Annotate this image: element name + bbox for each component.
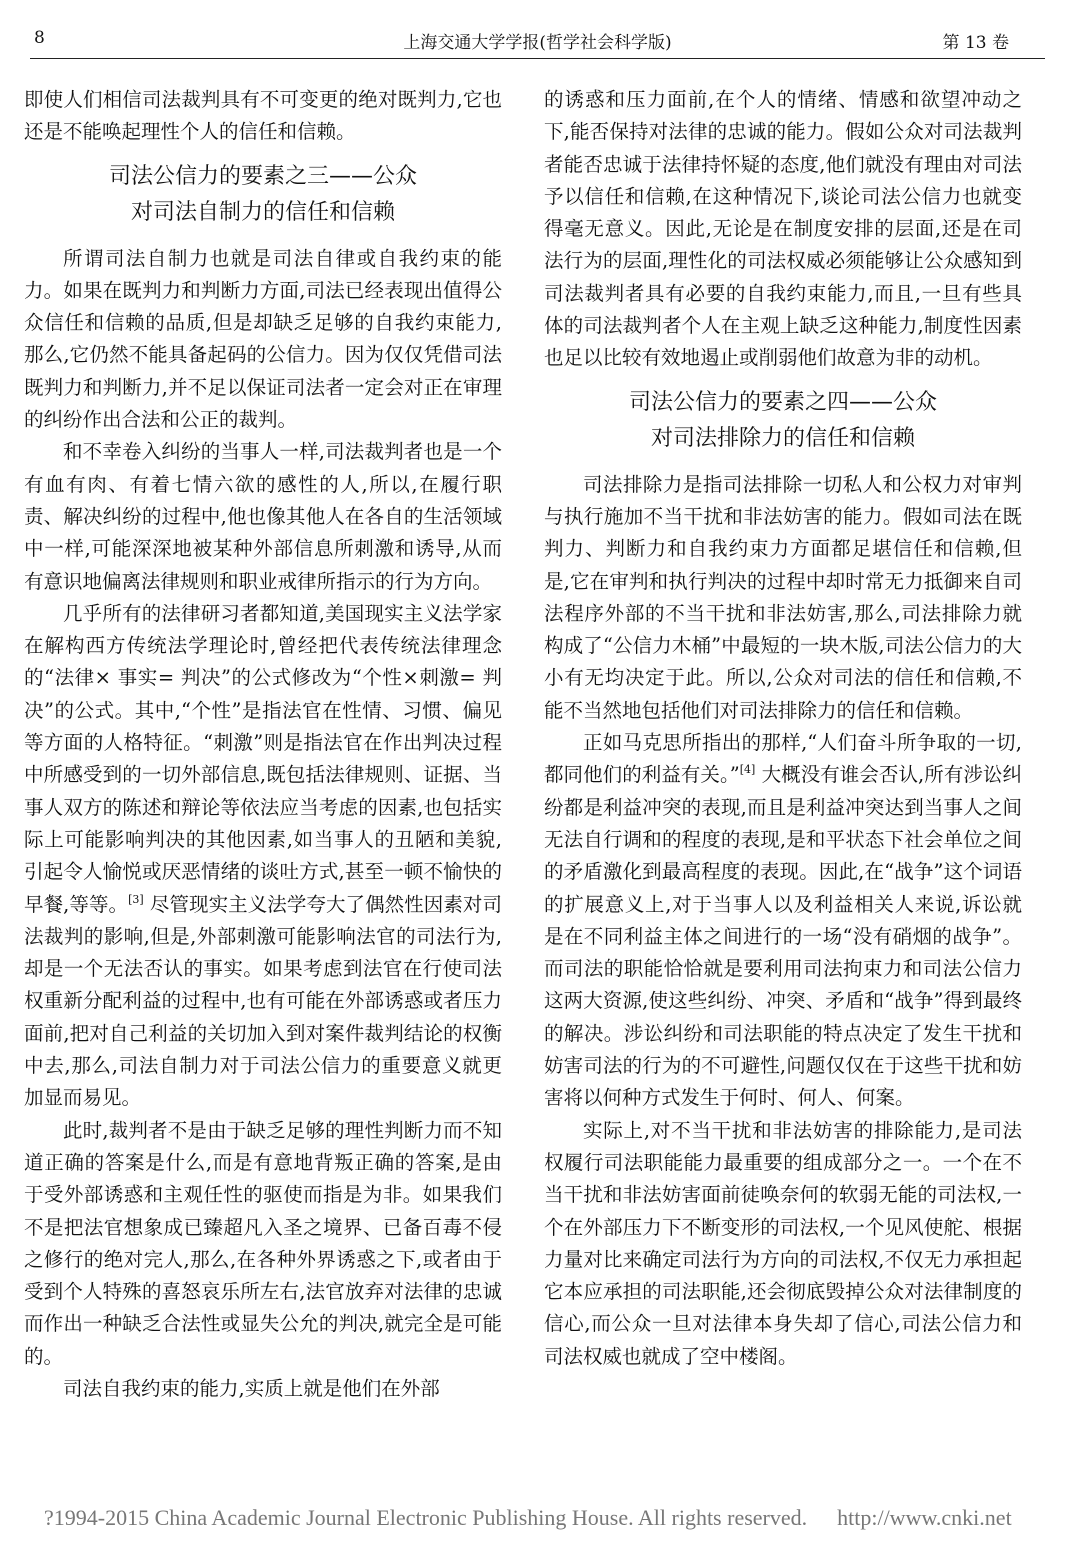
paragraph-text: 几乎所有的法律研习者都知道,美国现实主义法学家在解构西方传统法学理论时,曾经把代表传统法律理念的“法律× 事实= 判决”的公式修改为“个性×刺激= 判决”的公式。其中,“个性”是指法官在性情、习惯、偏见等方面的人格特征。“刺激”则是指法官在作出判决过程中所感受到的一切外部信息,既包括法律规则、证据、当事人双方的陈述和辩论等依法应当考虑的因素,也包括实际上可能影响判决的其他因素,如当事人的丑陋和美貌,引起令人愉悦或厌恶情绪的谈吐方式,甚至一顿不愉快的早餐,等等。 [24, 601, 502, 916]
copyright-notice: ?1994-2015 China Academic Journal Electronic Publishing House. All rights reserved. [44, 1505, 808, 1530]
paragraph-continued: 即使人们相信司法裁判具有不可变更的绝对既判力,它也还是不能唤起理性个人的信任和信赖。 [24, 88, 502, 144]
right-column [544, 84, 1022, 1373]
page-number: 8 [34, 28, 45, 48]
section-heading-4 [544, 385, 1022, 457]
paragraph-continued: 的诱惑和压力面前,在个人的情绪、情感和欲望冲动之下,能否保持对法律的忠诚的能力。假如公众对司法裁判者能否忠诚于法律持怀疑的态度,他们就没有理由对司法予以信任和信赖,在这种情况下,谈论司法公信力也就变得毫无意义。因此,无论是在制度安排的层面,还是在司法行为的层面,理性化的司法权威必须能够让公众感知到司法裁判者具有必要的自我约束能力,而且,一旦有些具体的司法裁判者个人在主观上缺乏这种能力,制度性因素也足以比较有效地遏止或削弱他们故意为非的动机。 [544, 88, 1022, 370]
paragraph-text: 尽管现实主义法学夸大了偶然性因素对司法裁判的影响,但是,外部刺激可能影响法官的司法行为,却是一个无法否认的事实。如果考虑到法官在行使司法权重新分配利益的过程中,也有可能在外部诱惑或者压力面前,把对自己利益的关切加入到对案件裁判结论的权衡中去,那么,司法自制力对于司法公信力的重要意义就更加显而易见。 [24, 892, 502, 1110]
watermark-footer [44, 1505, 1012, 1531]
heading-line-1: 司法公信力的要素之三——公众 [108, 163, 417, 189]
citation-ref[interactable]: [4] [739, 763, 756, 777]
paragraph-text: 正如马克思所指出的那样,“人们奋斗所争取的一切,都同他们的利益有关。” [544, 731, 1022, 787]
journal-title: 上海交通大学学报(哲学社会科学版) [403, 33, 672, 53]
paragraph: 司法自我约束的能力,实质上就是他们在外部 [63, 1376, 440, 1400]
heading-line-2: 对司法自制力的信任和信赖 [130, 199, 395, 225]
section-heading-3 [24, 159, 502, 231]
paragraph: 此时,裁判者不是由于缺乏足够的理性判断力而不知道正确的答案是什么,而是有意地背叛正确的答案,是由于受外部诱惑和主观任性的驱使而指是为非。如果我们不是把法官想象成已臻超凡入圣之境界、已备百毒不侵之修行的绝对完人,那么,在各种外界诱惑之下,或者由于受到个人特殊的喜怒哀乐所左右,法官放弃对法律的忠诚而作出一种缺乏合法性或显失公允的判决,就完全是可能的。 [24, 1118, 502, 1368]
paragraph [24, 598, 502, 1115]
site-url[interactable]: http://www.cnki.net [837, 1505, 1012, 1530]
left-column [24, 84, 502, 1405]
paragraph: 所谓司法自制力也就是司法自律或自我约束的能力。如果在既判力和判断力方面,司法已经表现出值得公众信任和信赖的品质,但是却缺乏足够的自我约束能力,那么,它仍然不能具备起码的公信力。因为仅仅凭借司法既判力和判断力,并不足以保证司法者一定会对正在审理的纠纷作出合法和公正的裁判。 [24, 246, 502, 432]
paragraph: 和不幸卷入纠纷的当事人一样,司法裁判者也是一个有血有肉、有着七情六欲的感性的人,所以,在履行职责、解决纠纷的过程中,他也像其他人在各自的生活领域中一样,可能深深地被某种外部信息所刺激和诱导,从而有意识地偏离法律规则和职业戒律所指示的行为方向。 [24, 440, 502, 593]
paragraph-text: 大概没有谁会否认,所有涉讼纠纷都是利益冲突的表现,而且是利益冲突达到当事人之间无法自行调和的程度的表现,是和平状态下社会单位之间的矛盾激化到最高程度的表现。因此,在“战争”这个词语的扩展意义上,对于当事人以及利益相关人来说,诉讼就是在不同利益主体之间进行的一场“没有硝烟的战争”。而司法的职能恰恰就是要利用司法拘束力和司法公信力这两大资源,使这些纠纷、冲突、矛盾和“战争”得到最终的解决。涉讼纠纷和司法职能的特点决定了发生干扰和妨害司法的行为的不可避性,问题仅仅在于这些干扰和妨害将以何种方式发生于何时、何人、何案。 [544, 763, 1022, 1110]
citation-ref[interactable]: [3] [128, 892, 144, 906]
paragraph [544, 727, 1022, 1115]
paragraph: 实际上,对不当干扰和非法妨害的排除能力,是司法权履行司法职能能力最重要的组成部分之一。一个在不当干扰和非法妨害面前徒唤奈何的软弱无能的司法权,一个在外部压力下不断变形的司法权,一个见风使舵、根据力量对比来确定司法行为方向的司法权,不仅无力承担起它本应承担的司法职能,还会彻底毁掉公众对法律制度的信心,而公众一旦对法律本身失却了信心,司法公信力和司法权威也就成了空中楼阁。 [544, 1118, 1022, 1368]
heading-line-2: 对司法排除力的信任和信赖 [650, 425, 915, 451]
running-header [30, 28, 1045, 59]
heading-line-1: 司法公信力的要素之四——公众 [628, 389, 937, 415]
volume-label: 第 13 卷 [942, 33, 1009, 53]
paragraph: 司法排除力是指司法排除一切私人和公权力对审判与执行施加不当干扰和非法妨害的能力。假如司法在既判力、判断力和自我约束力方面都足堪信任和信赖,但是,它在审判和执行判决的过程中却时常无力抵御来自司法程序外部的不当干扰和非法妨害,那么,司法排除力就构成了“公信力木桶”中最短的一块木版,司法公信力的大小有无均决定于此。所以,公众对司法的信任和信赖,不能不当然地包括他们对司法排除力的信任和信赖。 [544, 472, 1022, 722]
